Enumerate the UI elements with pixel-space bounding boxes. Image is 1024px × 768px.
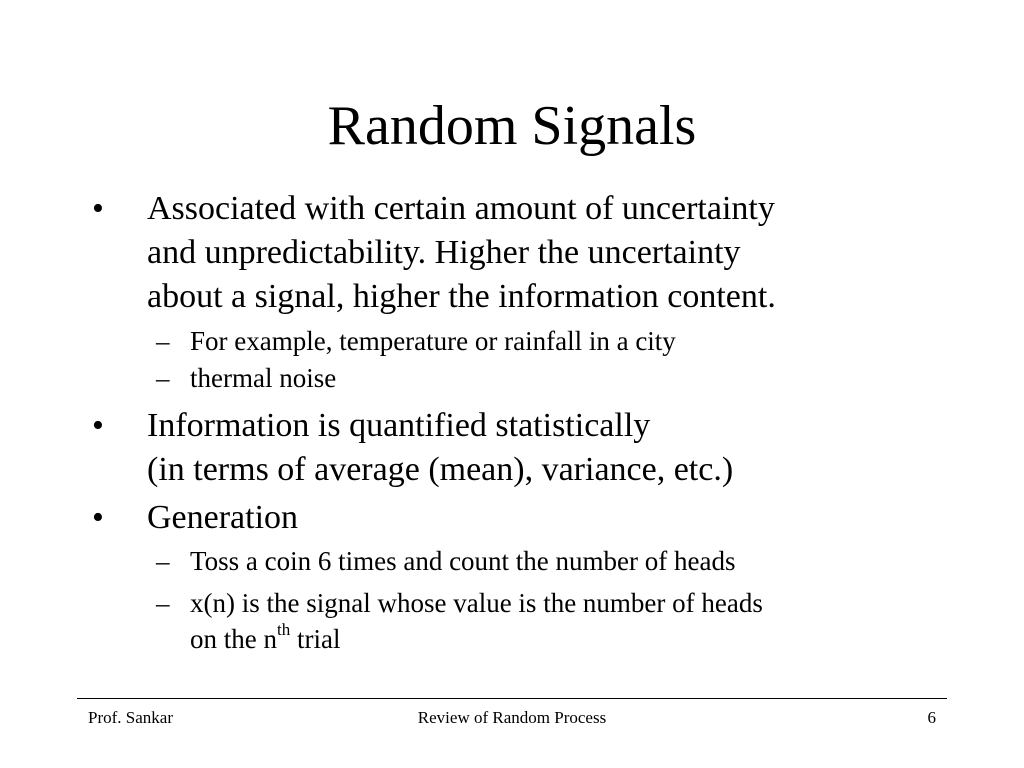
footer-page-number: 6 [927, 708, 936, 727]
bullet-marker: • [92, 407, 104, 444]
sub-bullet-marker: – [156, 546, 170, 576]
bullet-line: Information is quantified statistically [147, 407, 651, 444]
bullet-line: Associated with certain amount of uncertainty [147, 190, 775, 227]
sub-bullet-line [190, 621, 950, 657]
slide-title: Random Signals [327, 95, 697, 157]
sub-bullet-text: Toss a coin 6 times and count the number of heads [190, 546, 736, 576]
bullet-line: (in terms of average (mean), variance, etc.) [147, 451, 734, 488]
sub-bullet-text: thermal noise [190, 363, 337, 393]
bullet-text [147, 404, 947, 492]
sub-bullet-marker: – [156, 363, 170, 393]
bullet-line: about a signal, higher the information content. [147, 278, 776, 315]
sub-bullet-line: x(n) is the signal whose value is the number of heads [190, 588, 763, 618]
bullet-line: Generation [147, 499, 299, 536]
bullet-text [147, 187, 947, 319]
superscript: th [277, 620, 291, 639]
sub-bullet-text [190, 585, 950, 657]
text-fragment: trial [290, 624, 341, 654]
sub-bullet-marker: – [156, 326, 170, 356]
bullet-marker: • [92, 190, 104, 227]
footer-author: Prof. Sankar [88, 708, 173, 727]
bullet-text [147, 496, 947, 540]
footer-divider [77, 698, 947, 699]
sub-bullet-text: For example, temperature or rainfall in a city [190, 326, 676, 356]
footer-course: Review of Random Process [417, 708, 607, 727]
text-fragment: on the n [190, 624, 277, 654]
bullet-line: and unpredictability. Higher the uncertainty [147, 234, 741, 271]
sub-bullet-marker: – [156, 588, 170, 618]
bullet-marker: • [92, 499, 104, 536]
